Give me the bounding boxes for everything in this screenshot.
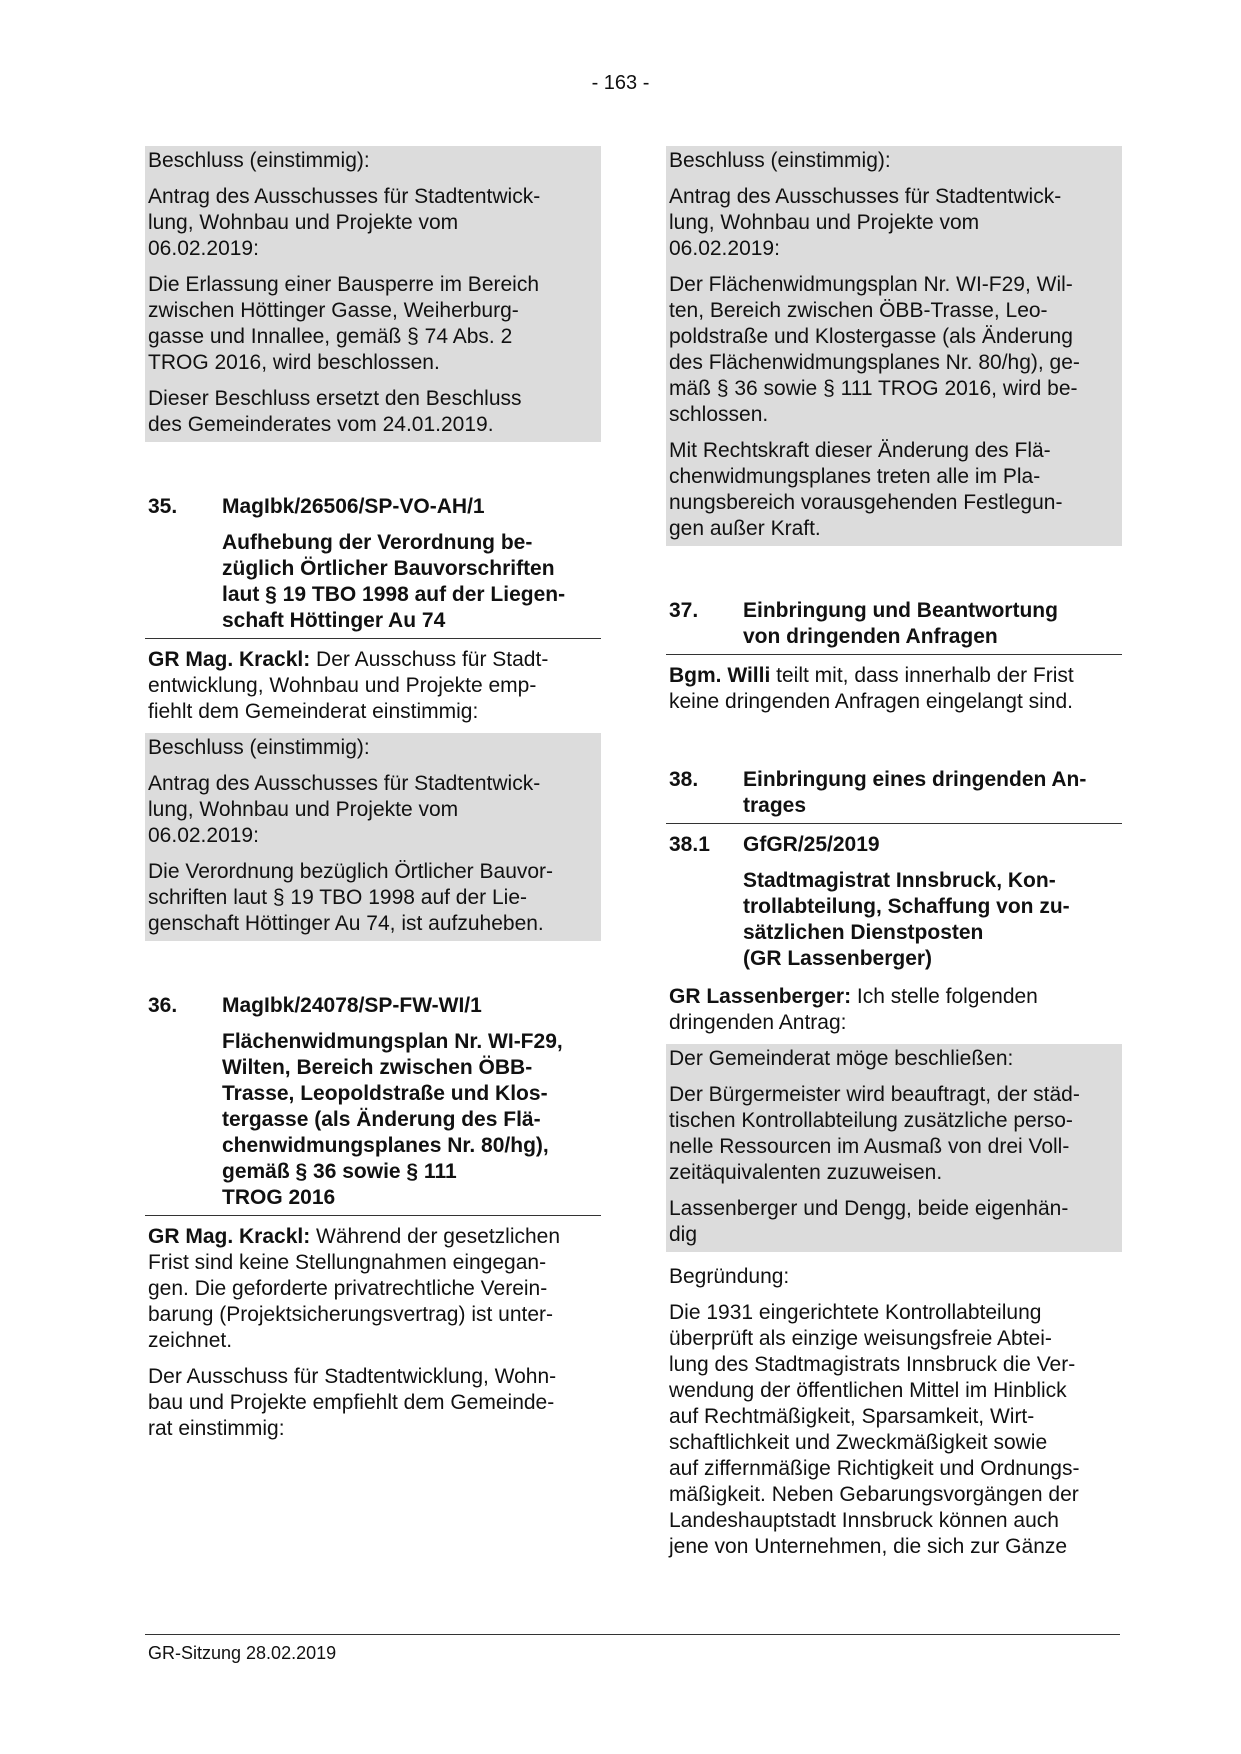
agenda-number: 38. [669, 768, 699, 791]
resolution-title: Beschluss (einstimmig): [669, 149, 891, 172]
agenda-subheading [666, 832, 1122, 972]
resolution-paragraph: Die Erlassung einer Bausperre im Bereich zwischen Höttinger Gasse, Weiherburg- gasse und Innallee, gemäß § 74 Abs. 2 TROG 2016, wird beschlossen. [148, 273, 540, 374]
agenda-number: 35. [148, 495, 178, 518]
resolution-paragraph: Antrag des Ausschusses für Stadtentwick- lung, Wohnbau und Projekte vom 06.02.2019: [669, 185, 1062, 260]
left-column [145, 146, 601, 1442]
resolution-paragraph: Antrag des Ausschusses für Stadtentwick- lung, Wohnbau und Projekte vom 06.02.2019: [148, 772, 541, 847]
resolution-paragraph: Dieser Beschluss ersetzt den Beschluss des Gemeinderates vom 24.01.2019. [148, 387, 522, 436]
agenda-heading [145, 494, 601, 634]
resolution-box [145, 146, 601, 442]
agenda-title: Stadtmagistrat Innsbruck, Kon- trollabteilung, Schaffung von zu- sätzlichen Dienstposten (GR Lassenberger) [743, 869, 1070, 970]
agenda-code: MagIbk/24078/SP-FW-WI/1 [222, 994, 482, 1017]
agenda-title: Einbringung und Beantwortung von dringenden Anfragen [743, 599, 1058, 648]
section-divider [666, 654, 1122, 655]
speaker-text: Während der gesetzlichen Frist sind keine Stellungnahmen eingegan- gen. Die geforderte privatrechtliche Verein- barung (Projektsicherungsvertrag) ist unter- zeichnet. [148, 1225, 561, 1352]
resolution-paragraph: Der Flächenwidmungsplan Nr. WI-F29, Wil- ten, Bereich zwischen ÖBB-Trasse, Leo- poldstraße und Klostergasse (als Änderung des Flächenwidmungsplanes Nr. 80/hg), ge- mäß § 36 sowie § 111 TROG 2016, wird be- schlossen. [669, 273, 1080, 426]
agenda-title: Einbringung eines dringenden An- trages [743, 768, 1087, 817]
agenda-heading [666, 767, 1122, 819]
speaker-text: Ich stelle folgenden dringenden Antrag: [669, 985, 1038, 1034]
speaker-text: teilt mit, dass innerhalb der Frist keine dringenden Anfragen eingelangt sind. [669, 664, 1074, 713]
motion-paragraph: Lassenberger und Dengg, beide eigenhän- dig [669, 1197, 1069, 1246]
agenda-item-37 [666, 598, 1122, 715]
speaker-name: Bgm. Willi [669, 664, 771, 687]
agenda-heading [145, 993, 601, 1211]
speaker-text: Der Ausschuss für Stadt- entwicklung, Wohnbau und Projekte emp- fiehlt dem Gemeinderat einstimmig: [148, 648, 549, 723]
speaker-paragraph [666, 984, 1122, 1036]
page-footer: GR-Sitzung 28.02.2019 [148, 1643, 337, 1663]
resolution-box [666, 146, 1122, 546]
speaker-paragraph [145, 1224, 601, 1442]
speaker-paragraph [145, 647, 601, 725]
speaker-name: GR Mag. Krackl: [148, 1225, 311, 1248]
resolution-paragraph: Antrag des Ausschusses für Stadtentwick- lung, Wohnbau und Projekte vom 06.02.2019: [148, 185, 541, 260]
resolution-title: Beschluss (einstimmig): [148, 736, 370, 759]
reasoning-block [666, 1264, 1122, 1560]
page-number: - 163 - [591, 72, 650, 94]
right-column [666, 146, 1122, 1560]
agenda-title: Aufhebung der Verordnung be- züglich Örtlicher Bauvorschriften laut § 19 TBO 1998 auf der Liegen- schaft Höttinger Au 74 [222, 531, 566, 632]
agenda-code: MagIbk/26506/SP-VO-AH/1 [222, 495, 485, 518]
speaker-name: GR Lassenberger: [669, 985, 852, 1008]
resolution-title: Beschluss (einstimmig): [148, 149, 370, 172]
agenda-sub-number: 38.1 [669, 833, 710, 856]
motion-box [666, 1044, 1122, 1252]
resolution-paragraph: Die Verordnung bezüglich Örtlicher Bauvor- schriften laut § 19 TBO 1998 auf der Lie- genschaft Höttinger Au 74, ist aufzuheben. [148, 860, 554, 935]
agenda-code: GfGR/25/2019 [743, 833, 880, 856]
agenda-item-35 [145, 494, 601, 941]
speaker-name: GR Mag. Krackl: [148, 648, 311, 671]
reasoning-label: Begründung: [669, 1265, 790, 1288]
body-paragraph: Der Ausschuss für Stadtentwicklung, Wohn- bau und Projekte empfiehlt dem Gemeinde- rat einstimmig: [148, 1365, 557, 1440]
agenda-heading [666, 598, 1122, 650]
resolution-box [145, 733, 601, 941]
section-divider [666, 823, 1122, 824]
agenda-number: 37. [669, 599, 699, 622]
reasoning-text: Die 1931 eingerichtete Kontrollabteilung überprüft als einzige weisungsfreie Abtei- lung des Stadtmagistrats Innsbruck die Ver- wendung der öffentlichen Mittel im Hinblick auf Rechtmäßigkeit, Sparsamkeit, Wirt- schaftlichkeit und Zweckmäßigkeit sowie auf ziffernmäßige Richtigkeit und Ordnungs- mäßigkeit. Neben Gebarungsvorgängen der Landeshauptstadt Innsbruck können auch jene von Unternehmen, die sich zur Gänze [669, 1301, 1080, 1558]
resolution-paragraph: Mit Rechtskraft dieser Änderung des Flä- chenwidmungsplanes treten alle im Pla- nungsbereich vorausgehenden Festlegun- gen außer Kraft. [669, 439, 1063, 540]
footer-divider [145, 1634, 1120, 1635]
agenda-item-36 [145, 993, 601, 1442]
motion-paragraph: Der Gemeinderat möge beschließen: [669, 1047, 1014, 1070]
agenda-item-38 [666, 767, 1122, 1560]
speaker-paragraph [666, 663, 1122, 715]
agenda-title: Flächenwidmungsplan Nr. WI-F29, Wilten, Bereich zwischen ÖBB- Trasse, Leopoldstraße und Klos- tergasse (als Änderung des Flä- chenwidmungsplanes Nr. 80/hg), gemäß § 36 sowie § 111 TROG 2016 [222, 1030, 563, 1209]
section-divider [145, 1215, 601, 1216]
agenda-number: 36. [148, 994, 178, 1017]
section-divider [145, 638, 601, 639]
motion-paragraph: Der Bürgermeister wird beauftragt, der städ- tischen Kontrollabteilung zusätzliche perso- nelle Ressourcen im Ausmaß von drei Voll- zeitäquivalenten zuzuweisen. [669, 1083, 1080, 1184]
